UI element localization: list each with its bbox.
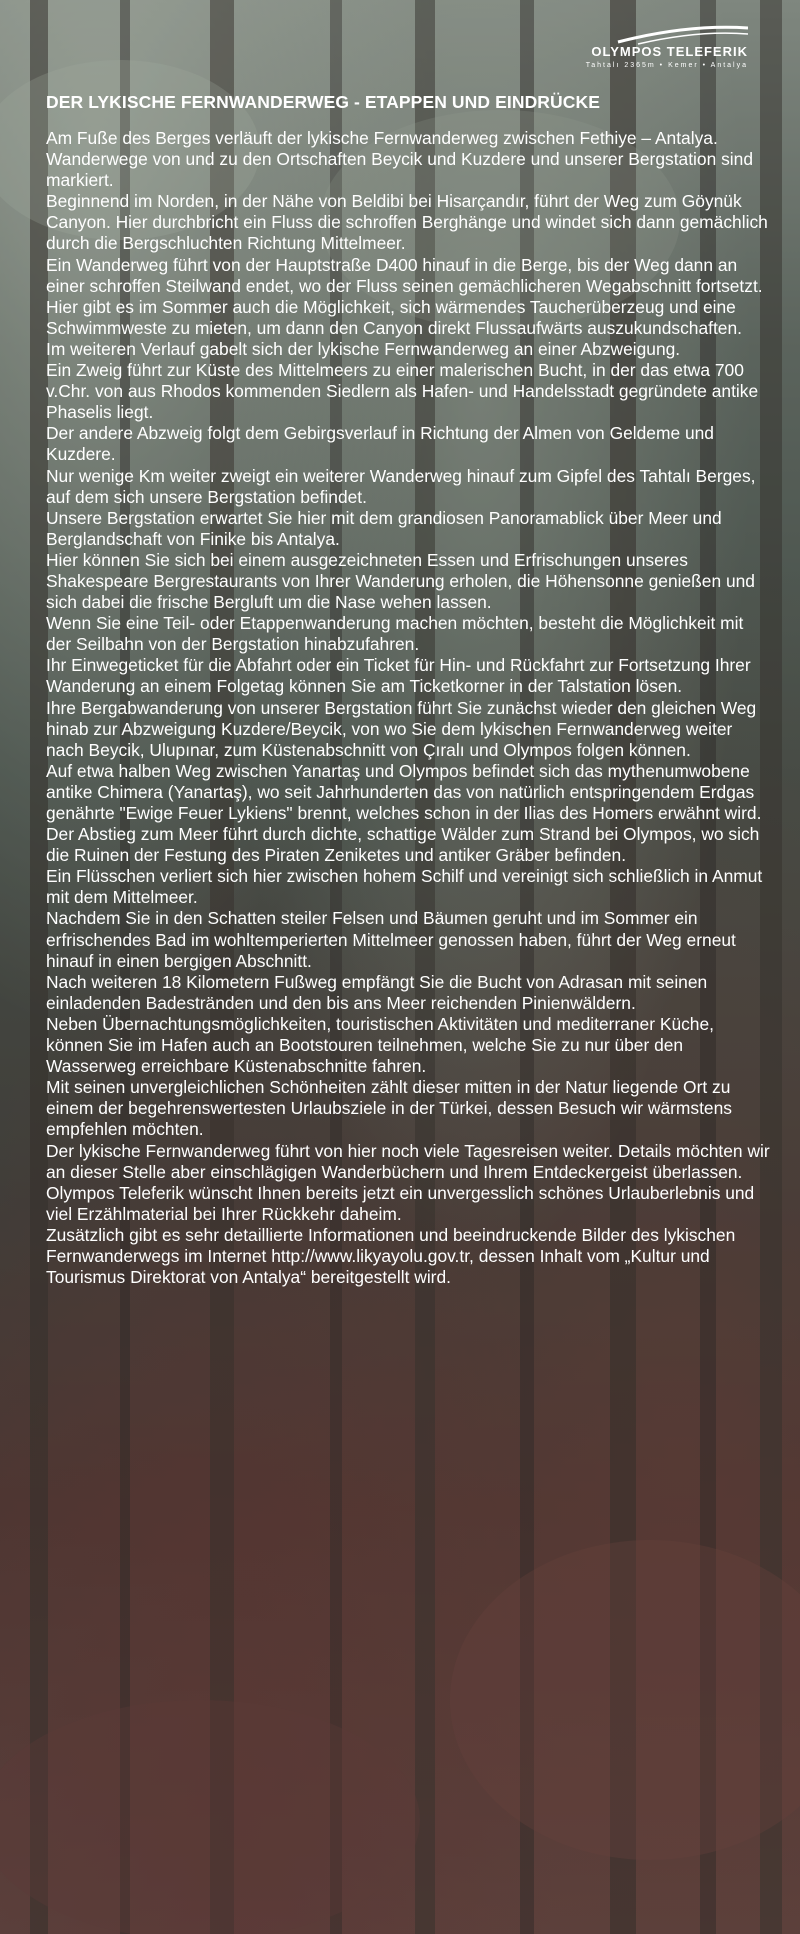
paragraph: Ihr Einwegeticket für die Abfahrt oder ein Ticket für Hin- und Rückfahrt zur Fortsetzung Ihrer Wanderung an einem Folgetag können Sie am Ticketkorner in der Talstation lösen. xyxy=(46,655,751,697)
olympos-teleferik-logo[interactable] xyxy=(548,22,748,74)
paragraph: Der andere Abzweig folgt dem Gebirgsverlauf in Richtung der Almen von Geldeme und Kuzdere. xyxy=(46,423,714,465)
paragraph: Wenn Sie eine Teil- oder Etappenwanderung machen möchten, besteht die Möglichkeit mit der Seilbahn von der Bergstation hinabzufahren. xyxy=(46,613,744,655)
paragraph: Hier gibt es im Sommer auch die Möglichkeit, sich wärmendes Taucherüberzeug und eine Schwimmweste zu mieten, um dann den Canyon direkt Flussaufwärts auszukundschaften. xyxy=(46,296,742,338)
paragraph: Neben Übernachtungsmöglichkeiten, touristischen Aktivitäten und mediterraner Küche, können Sie im Hafen auch an Bootstouren teilnehmen, welche Sie zu nur über den Wasserweg erreichbare Küstenabschnitte fahren. xyxy=(46,1013,714,1077)
paragraph: Ihre Bergabwanderung von unserer Bergstation führt Sie zunächst wieder den gleichen Weg hinab zur Abzweigung Kuzdere/Beycik, von wo Sie dem lykischen Fernwanderweg weiter nach Beycik, Ulupınar, zum Küstenabschnitt von Çıralı und Olympos folgen können. xyxy=(46,697,757,760)
paragraph: Nach weiteren 18 Kilometern Fußweg empfängt Sie die Bucht von Adrasan mit seinen einladenden Badestränden und den bis ans Meer reichenden Pinienwäldern. xyxy=(46,971,708,1013)
paragraph: Unsere Bergstation erwartet Sie hier mit dem grandiosen Panoramablick über Meer und Berglandschaft von Finike bis Antalya. xyxy=(46,507,722,549)
paragraph: Im weiteren Verlauf gabelt sich der lykische Fernwanderweg an einer Abzweigung. xyxy=(46,338,681,359)
article-body xyxy=(46,128,771,1288)
paragraph: Zusätzlich gibt es sehr detaillierte Informationen und beeindruckende Bilder des lykischen Fernwanderwegs im Internet http://www.likyayolu.gov.tr, dessen Inhalt vom „Kultur und Tourismus Direktorat von Antalya“ bereitgestellt wird. xyxy=(46,1224,736,1288)
paragraph: Ein Flüsschen verliert sich hier zwischen hohem Schilf und vereinigt sich schließlich in Anmut mit dem Mittelmeer. xyxy=(46,866,763,908)
paragraph: Beginnend im Norden, in der Nähe von Beldibi bei Hisarçandır, führt der Weg zum Göynük Canyon. Hier durchbricht ein Fluss die schroffen Berghänge und windet sich dann gemächlich durch die Bergschluchten Richtung Mittelmeer. xyxy=(46,191,768,254)
logo-tagline: Tahtalı 2365m • Kemer • Antalya xyxy=(585,62,748,69)
paragraph: Ein Zweig führt zur Küste des Mittelmeers zu einer malerischen Bucht, in der das etwa 700 v.Chr. von aus Rhodos kommenden Siedlern als Hafen- und Handelsstadt gegründete antike Phaselis liegt. xyxy=(46,360,759,423)
page-title: DER LYKISCHE FERNWANDERWEG - ETAPPEN UND EINDRÜCKE xyxy=(46,92,601,112)
logo-name: OLYMPOS TELEFERIK xyxy=(591,44,748,59)
paragraph: Auf etwa halben Weg zwischen Yanartaş und Olympos befindet sich das mythenumwobene antike Chimera (Yanartaş), wo seit Jahrhunderten das von natürlich entspringendem Erdgas genährte "Ewige Feuer Lykiens" brennt, welches schon in der Ilias des Homers erwähnt wird. xyxy=(46,760,762,823)
paragraph: Nachdem Sie in den Schatten steiler Felsen und Bäumen geruht und im Sommer ein erfrischendes Bad im wohltemperierten Mittelmeer genossen haben, führt der Weg erneut hinauf in einen bergigen Abschnitt. xyxy=(46,908,736,971)
paragraph: Mit seinen unvergleichlichen Schönheiten zählt dieser mitten in der Natur liegende Ort zu einem der begehrenswertesten Urlaubsziele in der Türkei, dessen Besuch wir wärmstens empfehlen möchten. xyxy=(46,1077,732,1140)
paragraph: Ein Wanderweg führt von der Hauptstraße D400 hinauf in die Berge, bis der Weg dann an einer schroffen Steilwand endet, wo der Fluss seinen gemächlicheren Wegabschnitt fortsetzt. xyxy=(46,254,763,296)
paragraph: Nur wenige Km weiter zweigt ein weiterer Wanderweg hinauf zum Gipfel des Tahtalı Berges, auf dem sich unsere Bergstation befindet. xyxy=(46,465,756,507)
paragraph: Der Abstieg zum Meer führt durch dichte, schattige Wälder zum Strand bei Olympos, wo sich die Ruinen der Festung des Piraten Zeniketes und antiker Gräber befinden. xyxy=(46,824,760,866)
cable-swoosh-icon xyxy=(548,22,748,46)
paragraph: Hier können Sie sich bei einem ausgezeichneten Essen und Erfrischungen unseres Shakespeare Bergrestaurants von Ihrer Wanderung erholen, die Höhensonne genießen und sich dabei die frische Bergluft um die Nase wehen lassen. xyxy=(46,549,755,613)
paragraph: Der lykische Fernwanderweg führt von hier noch viele Tagesreisen weiter. Details möchten wir an dieser Stelle aber einschlägigen Wanderbüchern und Ihrem Entdeckergeist überlassen. xyxy=(46,1140,770,1182)
paragraph: Am Fuße des Berges verläuft der lykische Fernwanderweg zwischen Fethiye – Antalya. Wanderwege von und zu den Ortschaften Beycik und Kuzdere und unserer Bergstation sind markiert. xyxy=(46,128,753,191)
paragraph: Olympos Teleferik wünscht Ihnen bereits jetzt ein unvergesslich schönes Urlauberlebnis und viel Erzählmaterial bei Ihrer Rückkehr daheim. xyxy=(46,1182,755,1224)
